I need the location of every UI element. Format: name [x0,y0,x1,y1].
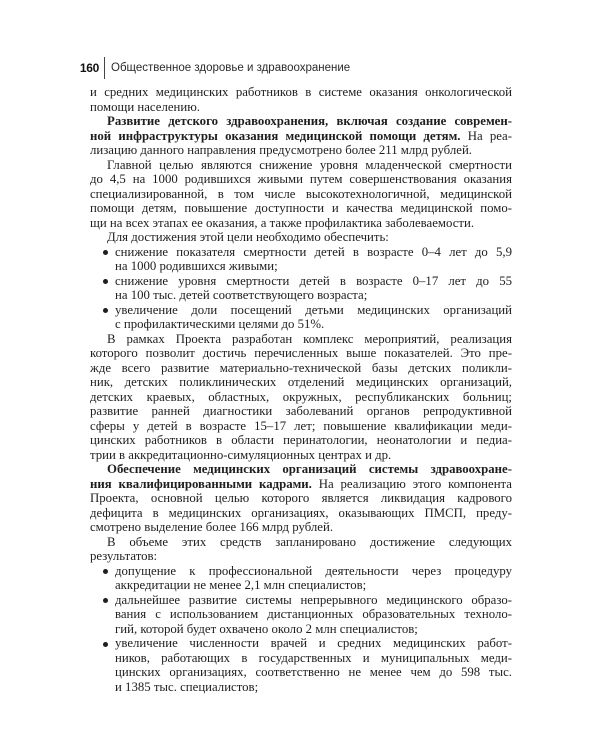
bullet-icon [103,279,108,284]
bullet-icon [103,250,108,255]
text-line: специализированной, в том числе высокотехнологичной, медицинской [90,186,512,201]
text-line: и средних медицинских работников в системе оказания онкологической [90,85,512,99]
running-header [0,0,600,84]
text-line: и 1385 тыс. специалистов; [115,679,259,694]
section-heading-text: ной инфраструктуры оказания медицинской помощи детям. [90,128,461,143]
text-line: допущение к профессиональной деятельности через процедуру [115,563,512,578]
text-line: на 1000 родившихся живыми; [115,259,278,273]
text-segment: На реа- [467,128,512,143]
paragraph-goal [90,158,512,231]
paragraph-measures [90,332,512,463]
text-line: цинских организациях, соответственно не менее чем до 598 тыс. [115,665,512,679]
bullet-icon [103,308,108,313]
text-line: сферы у детей в возрасте 15–17 лет; повышение квалификации меди- [90,418,512,433]
bullet-item [90,245,512,274]
text-line: на 100 тыс. детей соответствующего возраста; [115,288,368,302]
paragraph-continuation [90,85,512,114]
text-line: увеличение доли посещений детьми медицинских организаций [115,302,512,317]
paragraph-staffing-heading [90,462,512,535]
text-line: жде всего развитие материально-технической базы детских поликли- [90,360,512,375]
bullet-item [90,564,512,593]
bullet-list-targets [90,245,512,332]
text-line: до 4,5 на 1000 родившихся живыми путем совершенствования оказания [90,172,512,186]
text-segment: На реализацию этого компонента [318,476,512,491]
header-divider [104,57,105,79]
section-heading-line [90,114,512,129]
bullet-item [90,303,512,332]
bullet-icon [103,598,108,603]
text-line: снижение уровня смертности детей в возрасте 0–17 лет до 55 [115,273,512,288]
text-line: вания с использованием дистанционных образовательных техноло- [115,607,512,621]
paragraph-results-lead-in [90,535,512,564]
text-line: дефицита в медицинских организациях, оказывающих ПМСП, преду- [90,505,512,520]
text-line: лизацию данного направления предусмотрено более 211 млрд рублей. [90,143,472,157]
text-line: с профилактическими целями до 51%. [115,317,325,331]
bullet-item [90,274,512,303]
text-line: увеличение численности врачей и средних медицинских работ- [115,636,512,650]
section-heading-line [90,462,512,477]
text-line: смотрено выделение более 166 млрд рублей. [90,520,334,534]
text-line: дальнейшее развитие системы непрерывного медицинского образо- [115,592,512,607]
page-number: 160 [79,61,99,75]
text-line: детских краевых, областных, окружных, республиканских больниц; [90,389,512,404]
running-title: Общественное здоровье и здравоохранение [111,62,351,74]
text-line: ник, детских поликлинических отделений медицинских организаций, [90,375,512,389]
section-heading-text: Развитие детского здравоохранения, включая создание современ- [107,114,512,128]
text-line: гий, которой будет охвачено около 2 млн специалистов; [115,621,418,636]
text-line: развитие ранней диагностики заболеваний органов репродуктивной [90,404,512,418]
section-heading-text: ния квалифицированными кадрами. [90,476,312,491]
text-line: помощи населению. [90,99,200,114]
list-lead-in: Для достижения этой цели необходимо обеспечить: [107,230,389,244]
text-line: трии в аккредитационно-симуляционных центрах и др. [90,447,392,462]
section-heading-line [90,129,512,144]
bullet-item [90,636,512,694]
text-line: снижение показателя смертности детей в возрасте 0–4 лет до 5,9 [115,244,512,259]
text-line: цинских работников в области перинатологии, неонатологии и педиа- [90,433,512,447]
text-line: помощи детям, повышение доступности и качества медицинской помо- [90,201,512,215]
paragraph-child-health-heading [90,114,512,158]
text-line: Главной целью являются снижение уровня младенческой смертности [107,157,512,172]
bullet-item [90,593,512,637]
bullet-icon [103,642,108,647]
section-heading-line [90,477,512,492]
text-line: В рамках Проекта разработан комплекс мероприятий, реализация [107,331,512,346]
text-line: щи на всех этапах ее оказания, а также профилактика заболеваемости. [90,215,475,230]
text-line: Проекта, основной целью которого является ликвидация кадрового [90,491,512,505]
text-line: В объеме этих средств запланировано достижение следующих [107,534,512,549]
text-line: результатов: [90,549,158,563]
text-line: которого позволит достичь перечисленных выше показателей. Это пре- [90,346,512,360]
text-line: аккредитации не менее 2,1 млн специалистов; [115,578,367,592]
section-heading-text: Обеспечение медицинских организаций системы здравоохране- [107,462,512,476]
page-body [90,85,512,694]
bullet-icon [103,569,108,574]
text-line: ников, работающих в государственных и муниципальных меди- [115,650,512,665]
bullet-list-results [90,564,512,695]
